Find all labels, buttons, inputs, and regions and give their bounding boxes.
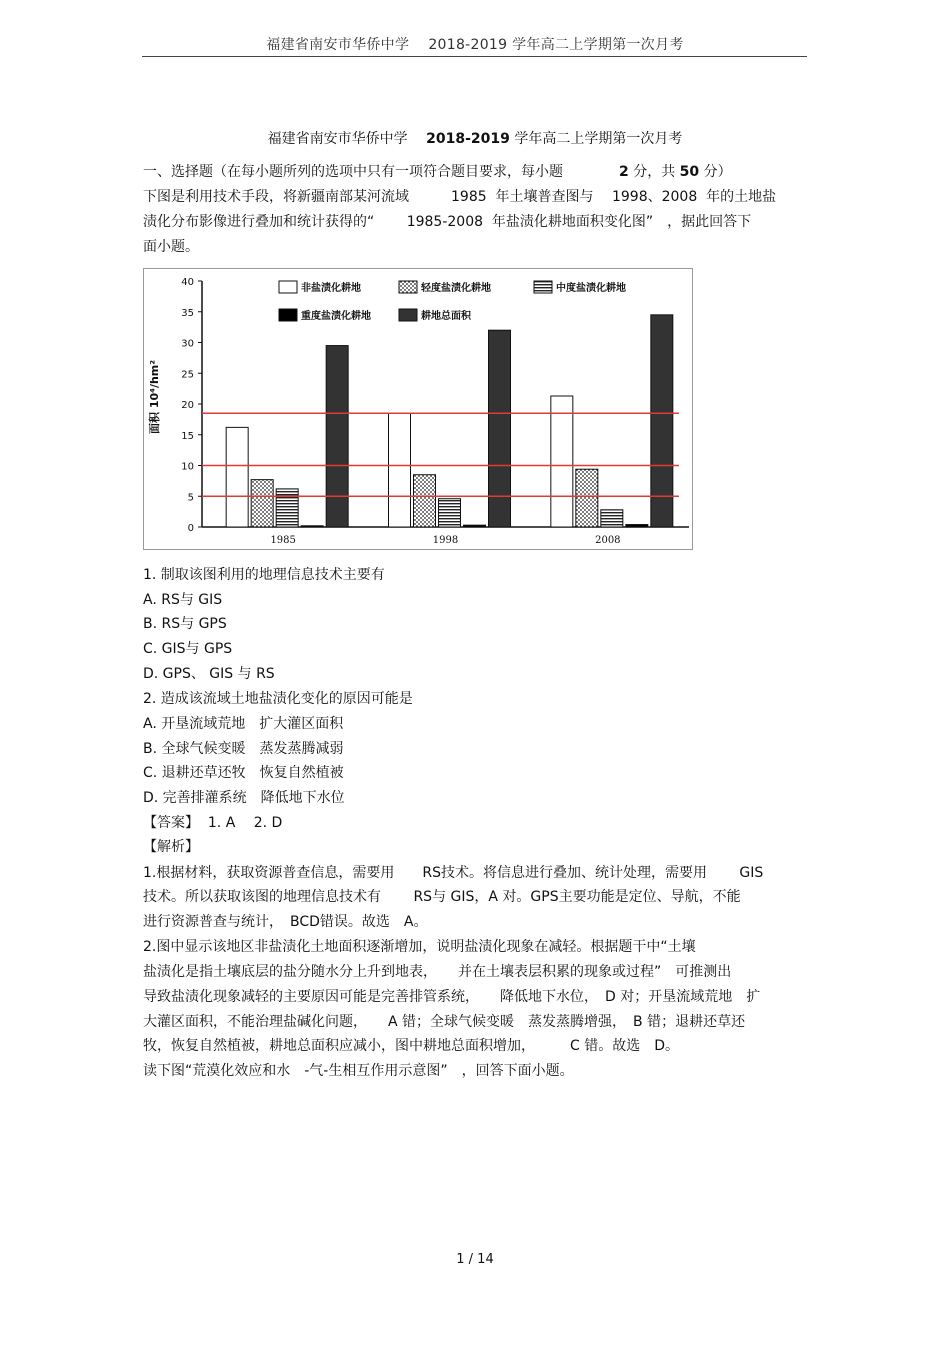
y-tick-label: 20 xyxy=(181,400,194,411)
bar-1985-3 xyxy=(301,526,323,527)
legend-label: 中度盐渍化耕地 xyxy=(556,283,626,294)
legend-swatch xyxy=(279,309,297,321)
intro-line: 面小题。 xyxy=(143,239,199,255)
analysis-1-line: 1.根据材料，获取资源普查信息，需要用 RS技术。将信息进行叠加、统计处理，需要用 GIS xyxy=(143,865,764,881)
running-header: 福建省南安市华侨中学 2018-2019 学年高二上学期第一次月考 xyxy=(266,37,684,53)
bar-2008-4 xyxy=(651,315,673,527)
section-heading: 一、选择题（在每小题所列的选项中只有一项符合题目要求，每小题 2 分，共 50 分） xyxy=(143,164,732,180)
bar-1985-0 xyxy=(226,427,248,527)
points-total: 50 xyxy=(679,164,700,180)
legend-swatch xyxy=(399,309,417,321)
question-1-stem: 1. 制取该图利用的地理信息技术主要有 xyxy=(143,567,385,583)
bar-1985-2 xyxy=(276,489,298,527)
y-tick-label: 30 xyxy=(181,338,194,350)
question-2-option: C. 退耕还草还牧 恢复自然植被 xyxy=(143,765,344,781)
analysis-2-line: 2.图中显示该地区非盐渍化土地面积逐渐增加，说明盐渍化现象在减轻。根据题干中“土壤 xyxy=(143,939,696,955)
bar-1998-4 xyxy=(489,330,511,527)
salinization-bar-chart xyxy=(143,268,693,550)
analysis-2-line: 导致盐渍化现象减轻的主要原因可能是完善排管系统， 降低地下水位， D 对；开垦流域荒地 扩 xyxy=(143,989,761,1005)
question-1-option: D. GPS、 GIS 与 RS xyxy=(143,666,275,682)
intro-line: 下图是利用技术手段，将新疆南部某河流域 1985 年土壤普查图与 1998、2008 年的土地盐 xyxy=(143,189,777,205)
analysis-2-line: 牧，恢复自然植被，耕地总面积应减小，图中耕地总面积增加， C 错。故选 D。 xyxy=(143,1038,680,1054)
bar-1998-3 xyxy=(464,525,486,527)
page-number: 1 / 14 xyxy=(456,1252,494,1267)
analysis-1-line: 技术。所以获取该图的地理信息技术有 RS与 GIS，A 对。GPS主要功能是定位、导航，不能 xyxy=(143,889,741,905)
y-tick-label: 35 xyxy=(181,307,194,319)
analysis-label: 【解析】 xyxy=(143,839,199,855)
bar-2008-3 xyxy=(626,525,648,527)
points-per-question: 2 xyxy=(619,164,629,180)
bar-1998-1 xyxy=(414,475,436,527)
y-tick-label: 0 xyxy=(187,523,194,534)
question-1-option: A. RS与 GIS xyxy=(143,592,223,608)
x-tick-label: 2008 xyxy=(595,535,621,546)
title-school: 福建省南安市华侨中学 xyxy=(267,131,408,147)
next-question-intro: 读下图“荒漠化效应和水 -气-生相互作用示意图” ，回答下面小题。 xyxy=(143,1063,574,1079)
bar-1985-1 xyxy=(251,480,273,527)
analysis-2-line: 大灌区面积，不能治理盐碱化问题， A 错；全球气候变暖 蒸发蒸腾增强， B 错；退耕还草还 xyxy=(143,1014,746,1030)
y-tick-label: 40 xyxy=(181,277,194,288)
title-year: 2018-2019 xyxy=(426,131,510,147)
bar-1985-4 xyxy=(326,346,348,527)
bar-1998-2 xyxy=(439,499,461,527)
question-1-option: B. RS与 GPS xyxy=(143,616,227,632)
title-rest: 学年高二上学期第一次月考 xyxy=(514,131,683,147)
intro-line: 渍化分布影像进行叠加和统计获得的“ 1985-2008 年盐渍化耕地面积变化图” ，据此回答下 xyxy=(143,214,752,230)
legend-swatch xyxy=(534,281,552,293)
question-2-stem: 2. 造成该流域土地盐渍化变化的原因可能是 xyxy=(143,691,413,707)
y-tick-label: 5 xyxy=(187,492,194,504)
legend-swatch xyxy=(399,281,417,293)
question-2-option: A. 开垦流域荒地 扩大灌区面积 xyxy=(143,716,344,732)
question-2-option: B. 全球气候变暖 蒸发蒸腾减弱 xyxy=(143,741,344,757)
bar-1998-0 xyxy=(389,413,411,527)
question-2-option: D. 完善排灌系统 降低地下水位 xyxy=(143,790,345,806)
y-tick-label: 15 xyxy=(181,430,194,442)
answer-line: 【答案】 1. A 2. D xyxy=(143,815,283,831)
legend-swatch xyxy=(279,281,297,293)
y-tick-label: 10 xyxy=(181,461,194,473)
analysis-2-line: 盐渍化是指土壤底层的盐分随水分上升到地表， 并在土壤表层积累的现象或过程” 可推测出 xyxy=(143,964,732,980)
chart-canvas xyxy=(144,269,692,549)
y-tick-label: 25 xyxy=(181,369,194,381)
question-1-option: C. GIS与 GPS xyxy=(143,641,233,657)
bar-2008-0 xyxy=(551,396,573,527)
legend-label: 重度盐渍化耕地 xyxy=(301,311,371,322)
document-title xyxy=(0,128,950,148)
legend-label: 耕地总面积 xyxy=(421,311,471,322)
legend-label: 轻度盐渍化耕地 xyxy=(421,283,491,294)
legend-label: 非盐渍化耕地 xyxy=(301,283,361,294)
x-tick-label: 1985 xyxy=(270,535,296,546)
bar-2008-1 xyxy=(576,469,598,527)
header-divider xyxy=(142,56,807,57)
bar-2008-2 xyxy=(601,510,623,527)
analysis-1-line: 进行资源普查与统计， BCD错误。故选 A。 xyxy=(143,914,428,930)
x-tick-label: 1998 xyxy=(432,535,459,546)
y-axis-label: 面积 10⁴/hm² xyxy=(148,359,161,434)
